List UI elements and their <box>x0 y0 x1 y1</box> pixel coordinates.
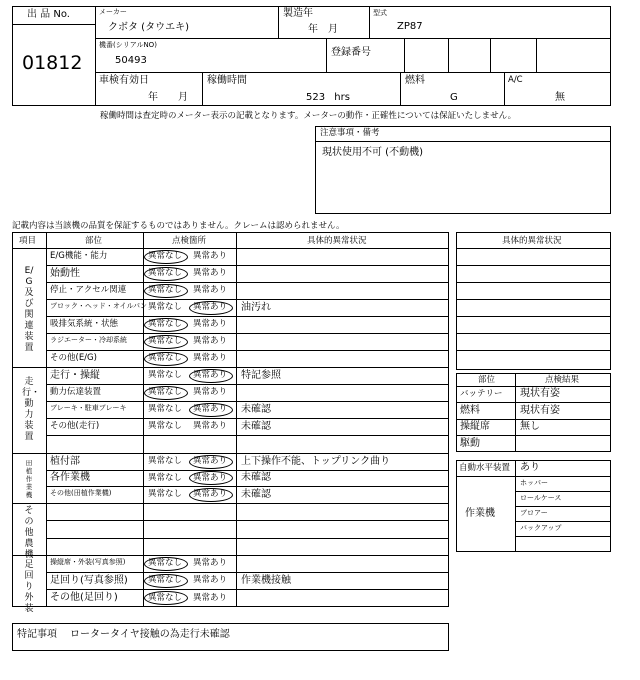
option-normal: 異常なし <box>148 268 183 278</box>
detail-r14: 未確認 <box>241 488 271 500</box>
col-category-header: 項目 <box>19 236 37 246</box>
detail-r16: 作業機接触 <box>241 574 291 586</box>
part-r15: 操縦席・外装(写真参照) <box>50 557 126 566</box>
circle-mark-normal <box>144 574 188 588</box>
option-abnormal: 異常あり <box>193 285 228 295</box>
col-part-header: 部位 <box>85 236 103 246</box>
circle-mark-normal <box>144 250 188 264</box>
detail-r10: 未確認 <box>241 403 271 415</box>
option-abnormal: 異常あり <box>193 592 228 603</box>
fuel-label: 燃料 <box>405 75 425 86</box>
group-engine: E/G及び関連装置 <box>24 266 34 353</box>
option-abnormal: 異常あり <box>193 472 228 483</box>
option-abnormal: 異常あり <box>193 353 228 363</box>
part-r2: 始動性 <box>50 267 80 279</box>
battery-value: 現状有姿 <box>520 388 560 399</box>
battery-label: バッテリー <box>460 389 503 399</box>
operating-hours-value: 523 hrs <box>306 92 350 103</box>
work-machine-item-backup: バックアップ <box>520 524 562 532</box>
part-r9: 動力伝達装置 <box>50 386 102 397</box>
notes-box <box>315 126 611 214</box>
serial-label: 機番(シリアルNO) <box>99 41 157 49</box>
drive-label: 駆動 <box>460 438 480 449</box>
part-r5: 吸排気系統・状態 <box>50 318 119 329</box>
remarks-label: 特記事項 <box>17 629 57 640</box>
detail-r4: 油汚れ <box>241 301 271 313</box>
circle-mark-abnormal <box>189 369 233 383</box>
option-abnormal: 異常あり <box>193 404 228 414</box>
detail-r8: 特記参照 <box>241 369 281 381</box>
option-abnormal: 異常あり <box>193 575 228 585</box>
seat-label: 操縦席 <box>460 421 490 432</box>
option-normal: 異常なし <box>148 302 183 312</box>
work-machine-item-rollcase: ロールケース <box>520 494 562 502</box>
part-r6: ラジエーター・冷却系統 <box>50 335 127 344</box>
option-abnormal: 異常あり <box>193 370 228 380</box>
lot-number: 01812 <box>22 52 83 74</box>
part-r1: E/G機能・能力 <box>50 250 108 261</box>
registration-label: 登録番号 <box>331 47 371 58</box>
option-normal: 異常なし <box>148 558 183 568</box>
option-normal: 異常なし <box>148 370 183 380</box>
model-value: ZP87 <box>397 21 423 32</box>
part-r3: 停止・アクセル関連 <box>50 284 127 295</box>
col-inspection-header: 点検箇所 <box>172 236 207 246</box>
result-part-header: 部位 <box>478 375 496 385</box>
option-normal: 異常なし <box>148 592 183 603</box>
fuel-value: G <box>450 92 458 103</box>
ac-value: 無 <box>555 92 565 103</box>
right-detail-header: 具体的異常状況 <box>502 236 562 246</box>
part-r17: その他(足回り) <box>50 592 118 603</box>
fuel-result-value: 現状有姿 <box>520 405 560 416</box>
work-machine-item-hopper: ホッパー <box>520 479 548 487</box>
part-r13: 各作業機 <box>50 472 90 483</box>
option-abnormal: 異常あり <box>193 336 228 346</box>
detail-r12: 上下操作不能、トップリンク曲り <box>241 455 391 467</box>
detail-r13: 未確認 <box>241 472 271 483</box>
seat-value: 無し <box>520 421 540 432</box>
notes-value: 現状使用不可 (不動機) <box>322 147 423 158</box>
group-implement: 田植作業機 <box>25 459 33 499</box>
option-normal: 異常なし <box>148 472 183 483</box>
option-normal: 異常なし <box>148 456 183 466</box>
hours-note: 稼働時間は査定時のメーター表示の記載となります。メーターの動作・正確性については保証いたしません。 <box>100 111 517 121</box>
inspection-date-value: 年 月 <box>148 92 188 103</box>
circle-mark-abnormal <box>189 471 233 485</box>
detail-r11: 未確認 <box>241 420 271 432</box>
option-normal: 異常なし <box>148 285 183 295</box>
circle-mark-abnormal <box>189 455 233 469</box>
option-abnormal: 異常あり <box>193 489 228 499</box>
option-abnormal: 異常あり <box>193 456 228 466</box>
col-detail-header: 具体的異常状況 <box>307 236 367 246</box>
option-normal: 異常なし <box>148 575 183 585</box>
part-r10: ブレーキ・駐車ブレーキ <box>50 403 127 412</box>
year-value: 年 月 <box>308 24 338 35</box>
leveling-value: あり <box>520 462 540 473</box>
option-abnormal: 異常あり <box>193 387 228 397</box>
option-normal: 異常なし <box>148 421 183 431</box>
option-abnormal: 異常あり <box>193 268 228 278</box>
year-label: 製造年 <box>283 8 313 19</box>
option-normal: 異常なし <box>148 353 183 363</box>
part-r14: その他(田植作業機) <box>50 488 112 497</box>
circle-mark-normal <box>144 267 188 281</box>
part-r12: 植付部 <box>50 455 80 467</box>
ac-label: A/C <box>508 75 523 85</box>
part-r8: 走行・操縦 <box>50 369 100 381</box>
notes-label: 注意事項・備考 <box>320 128 380 138</box>
option-normal: 異常なし <box>148 251 183 261</box>
group-other: その他農機 <box>24 506 34 560</box>
part-r11: その他(走行) <box>50 420 100 431</box>
model-label: 型式 <box>373 9 387 17</box>
leveling-label: 自動水平装置 <box>459 463 511 473</box>
option-normal: 異常なし <box>148 387 183 397</box>
lot-label: 出 品 No. <box>27 9 70 20</box>
circle-mark-abnormal <box>189 488 233 502</box>
option-abnormal: 異常あり <box>193 251 228 261</box>
circle-mark-normal <box>144 557 188 571</box>
option-abnormal: 異常あり <box>193 421 228 431</box>
group-undercarriage: 足回り外装 <box>24 560 34 614</box>
circle-mark-normal <box>144 591 188 605</box>
remarks-value: ロータータイヤ接触の為走行未確認 <box>70 629 230 640</box>
maker-value: クボタ (タウエキ) <box>108 22 189 33</box>
circle-mark-abnormal <box>189 403 233 417</box>
circle-mark-normal <box>144 352 188 366</box>
work-machine-item-blower: ブロアー <box>520 509 548 517</box>
option-normal: 異常なし <box>148 319 183 329</box>
work-machine-label: 作業機 <box>465 508 495 519</box>
circle-mark-normal <box>144 386 188 400</box>
option-abnormal: 異常あり <box>193 558 228 568</box>
part-r4: ブロック・ヘッド・オイルパン <box>50 301 148 310</box>
option-abnormal: 異常あり <box>193 319 228 329</box>
option-normal: 異常なし <box>148 336 183 346</box>
option-normal: 異常なし <box>148 489 183 499</box>
maker-label: メーカー <box>99 8 127 16</box>
circle-mark-normal <box>144 335 188 349</box>
circle-mark-normal <box>144 318 188 332</box>
circle-mark-normal <box>144 284 188 298</box>
group-travel: 走行・動力装置 <box>22 377 41 442</box>
option-normal: 異常なし <box>148 404 183 414</box>
serial-value: 50493 <box>115 55 147 66</box>
option-abnormal: 異常あり <box>193 302 228 312</box>
result-result-header: 点検結果 <box>545 375 580 385</box>
circle-mark-abnormal <box>189 301 233 315</box>
operating-hours-label: 稼働時間 <box>207 75 247 86</box>
inspection-date-label: 車検有効日 <box>99 75 149 86</box>
part-r16: 足回り(写真参照) <box>50 574 128 586</box>
part-r7: その他(E/G) <box>50 352 97 363</box>
fuel-result-label: 燃料 <box>460 405 480 416</box>
disclaimer: 記載内容は当該機の品質を保証するものではありません。クレームは認められません。 <box>12 221 345 231</box>
